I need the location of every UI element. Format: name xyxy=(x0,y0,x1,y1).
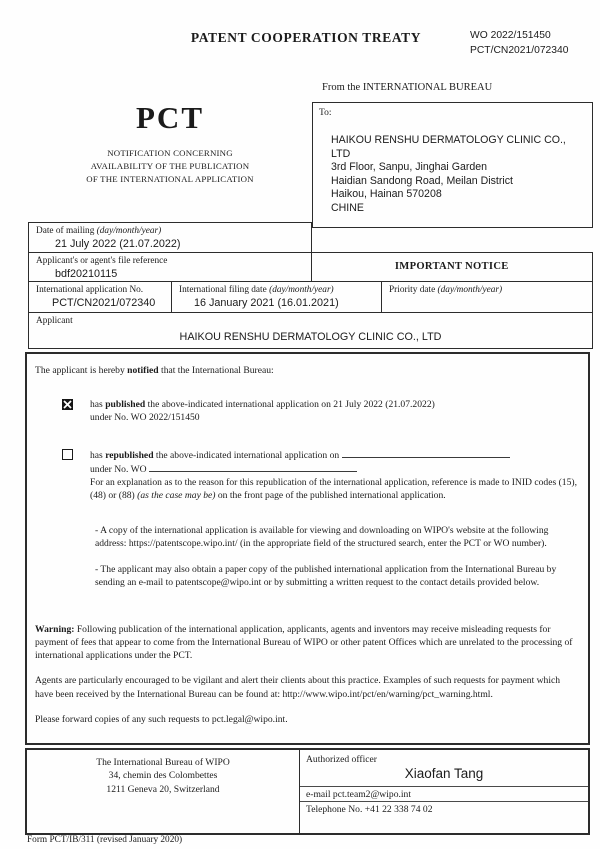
applicant-value: HAIKOU RENSHU DERMATOLOGY CLINIC CO., LTD xyxy=(179,330,442,343)
intl-application-no-label: International application No. xyxy=(36,285,144,295)
footer-box xyxy=(25,748,590,835)
published-checkbox[interactable] xyxy=(62,399,73,410)
address-line: 3rd Floor, Sanpu, Jinghai Garden xyxy=(331,161,488,174)
date-of-mailing-field xyxy=(28,222,312,253)
treaty-title: PATENT COOPERATION TREATY xyxy=(190,30,422,45)
pct-logo: PCT xyxy=(136,100,204,135)
copy-availability-paragraph: - A copy of the international application is available for viewing and downloading on WIPO's website at the following address: https://patentscope.wipo.int/ (in the appropriate field of the structured search, enter the PCT or WO number). xyxy=(95,524,549,549)
file-reference-field xyxy=(28,252,312,283)
notification-subtitle xyxy=(28,147,312,185)
officer-telephone-line: Telephone No. +41 22 338 74 02 xyxy=(300,801,588,816)
intl-filing-date-value: 16 January 2021 (16.01.2021) xyxy=(194,297,339,310)
wo-number: WO 2022/151450 xyxy=(470,30,551,41)
intl-application-no-field xyxy=(28,281,173,313)
bureau-line: The International Bureau of WIPO xyxy=(96,757,230,768)
agents-paragraph: Agents are particularly encouraged to be vigilant and alert their clients about this practice. Examples of such requests for payment which have been received by the International Bureau can be found at: http://www.wipo.int/pct/en/warning/pct_warning.html. xyxy=(35,675,561,700)
pct-header-block xyxy=(28,101,312,185)
authorized-officer-name: Xiaofan Tang xyxy=(404,766,484,781)
priority-date-label: Priority date (day/month/year) xyxy=(389,285,503,295)
forward-requests-paragraph: Please forward copies of any such requests to pct.legal@wipo.int. xyxy=(35,713,288,725)
priority-date-field xyxy=(381,281,593,313)
republished-checkbox[interactable] xyxy=(62,449,73,460)
intl-filing-date-label: International filing date (day/month/year) xyxy=(179,285,334,295)
recipient-box xyxy=(312,102,593,228)
republished-item xyxy=(62,448,579,503)
date-of-mailing-value: 21 July 2022 (21.07.2022) xyxy=(55,238,181,251)
subtitle-line: OF THE INTERNATIONAL APPLICATION xyxy=(86,173,254,184)
subtitle-line: NOTIFICATION CONCERNING xyxy=(107,148,233,159)
from-international-bureau-line: From the INTERNATIONAL BUREAU xyxy=(322,82,493,93)
file-reference-value: bdf20210115 xyxy=(55,267,118,280)
main-notice-box xyxy=(25,352,590,745)
officer-email-line: e-mail pct.team2@wipo.int xyxy=(300,786,588,801)
intl-application-no-value: PCT/CN2021/072340 xyxy=(52,297,156,310)
checked-checkbox-icon xyxy=(62,399,73,410)
bureau-line: 34, chemin des Colombettes xyxy=(108,770,218,782)
republished-text: has republished the above-indicated international application on under No. WO For an explanation as to the reason for this republication of the international application, reference is made to INID codes (15), (48) or (88) (as the case may be) on the front page of the published international application. xyxy=(90,449,577,502)
bureau-line: 1211 Geneva 20, Switzerland xyxy=(106,783,220,795)
address-line: HAIKOU RENSHU DERMATOLOGY CLINIC CO., LTD xyxy=(331,134,566,160)
authorized-officer-cell xyxy=(300,750,588,833)
bureau-address xyxy=(27,750,300,833)
published-text: has published the above-indicated international application on 21 July 2022 (21.07.2022) under No. WO 2022/151450 xyxy=(90,399,435,424)
form-number: Form PCT/IB/311 (revised January 2020) xyxy=(27,835,183,845)
applicant-label: Applicant xyxy=(36,315,73,326)
important-notice-box xyxy=(311,252,594,283)
intl-filing-date-field xyxy=(171,281,383,313)
paper-copy-paragraph: - The applicant may also obtain a paper copy of the published international application from the International Bureau by sending an e-mail to patentscope@wipo.int or by submitting a written request to the contact details provided below. xyxy=(95,564,557,589)
address-line: CHINE xyxy=(331,201,364,214)
published-item xyxy=(62,398,579,424)
file-reference-label: Applicant's or agent's file reference xyxy=(36,255,168,266)
address-line: Haidian Sandong Road, Meilan District xyxy=(331,174,513,187)
applicant-field xyxy=(28,312,593,349)
blank-line xyxy=(149,462,357,472)
publication-numbers xyxy=(470,29,568,59)
subtitle-line: AVAILABILITY OF THE PUBLICATION xyxy=(90,160,250,171)
warning-paragraph: Warning: Following publication of the international application, applicants, agents and inventors may receive misleading requests for payment of fees that appear to come from the International Bureau of WIPO or other patent Offices which are unrelated to the processing of international applications under the PCT. xyxy=(35,623,573,662)
recipient-address xyxy=(331,134,582,215)
address-line: Haikou, Hainan 570208 xyxy=(331,188,442,201)
to-label: To: xyxy=(319,108,332,118)
application-number: PCT/CN2021/072340 xyxy=(470,44,569,56)
notified-intro: The applicant is hereby notified that the International Bureau: xyxy=(35,365,274,376)
important-notice-label: IMPORTANT NOTICE xyxy=(394,260,509,272)
authorized-officer-label: Authorized officer xyxy=(306,754,377,765)
blank-line xyxy=(342,448,510,458)
date-of-mailing-label: Date of mailing (day/month/year) xyxy=(36,226,162,236)
